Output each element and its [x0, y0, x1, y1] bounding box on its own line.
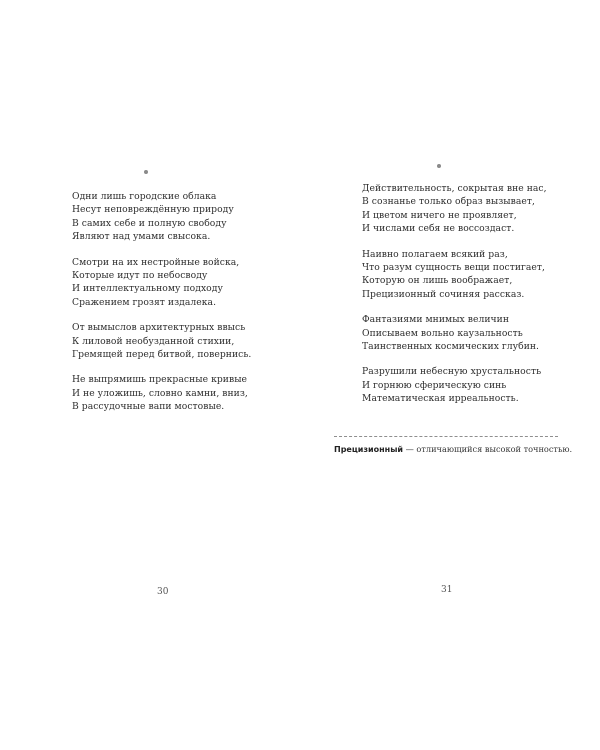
stanza [362, 248, 547, 302]
verse-line: Несут неповреждённую природу [72, 204, 234, 216]
verse-line: Одни лишь городские облака [72, 191, 217, 202]
asterism-ornament [144, 170, 148, 174]
poem-left [72, 190, 251, 426]
verse-line: В рассудочные вапи мостовые. [72, 401, 225, 413]
verse-line: И не уложишь, словно камни, вниз, [72, 387, 248, 399]
poem-right [362, 182, 547, 418]
verse-line: Прецизионный сочиняя рассказ. [362, 288, 525, 300]
verse-line: Фантазиями мнимых величин [362, 314, 510, 326]
asterism-ornament [437, 164, 441, 168]
stanza [72, 373, 251, 413]
verse-line: Что разум сущность вещи постигает, [362, 262, 546, 274]
stanza [362, 365, 547, 405]
verse-line: И числами себя не воссоздаст. [362, 223, 515, 235]
footnote-term: Прецизионный [334, 445, 404, 454]
footnote-definition: — отличающийся высокой точностью. [403, 444, 573, 454]
verse-line: Наивно полагаем всякий раз, [362, 248, 508, 260]
verse-line: Разрушили небесную хрустальность [362, 366, 542, 378]
verse-line: К лиловой необузданной стихии, [72, 335, 235, 347]
verse-line: От вымыслов архитектурных ввысь [72, 322, 246, 334]
verse-line: В сознанье только образ вызывает, [362, 196, 535, 208]
stanza [72, 321, 251, 361]
verse-line: Являют над умами свысока. [72, 231, 211, 243]
verse-line: Которые идут по небосводу [72, 270, 208, 282]
page-number-left: 30 [157, 587, 169, 597]
right-page [300, 0, 600, 750]
verse-line: Которую он лишь воображает, [362, 275, 513, 287]
verse-line: Сражением грозят издалека. [72, 296, 217, 308]
verse-line: Таинственных космических глубин. [362, 341, 540, 353]
verse-line: В самих себе и полную свободу [72, 217, 227, 229]
stanza [72, 190, 251, 244]
verse-line: Описываем вольно каузальность [362, 327, 523, 339]
stanza [72, 256, 251, 310]
verse-line: Действительность, сокрытая вне нас, [362, 183, 547, 194]
verse-line: И интеллектуальному подходу [72, 283, 223, 295]
footnote-divider [334, 436, 558, 437]
stanza [362, 182, 547, 236]
verse-line: Гремящей перед битвой, повернись. [72, 349, 252, 361]
verse-line: И горнюю сферическую синь [362, 379, 507, 391]
stanza [362, 313, 547, 353]
verse-line: Математическая ирреальность. [362, 393, 519, 405]
verse-line: Смотри на их нестройные войска, [72, 256, 240, 268]
footnote [334, 444, 572, 455]
verse-line: Не выпрямишь прекрасные кривые [72, 374, 248, 386]
page-number-right: 31 [441, 585, 453, 595]
verse-line: И цветом ничего не проявляет, [362, 209, 517, 221]
